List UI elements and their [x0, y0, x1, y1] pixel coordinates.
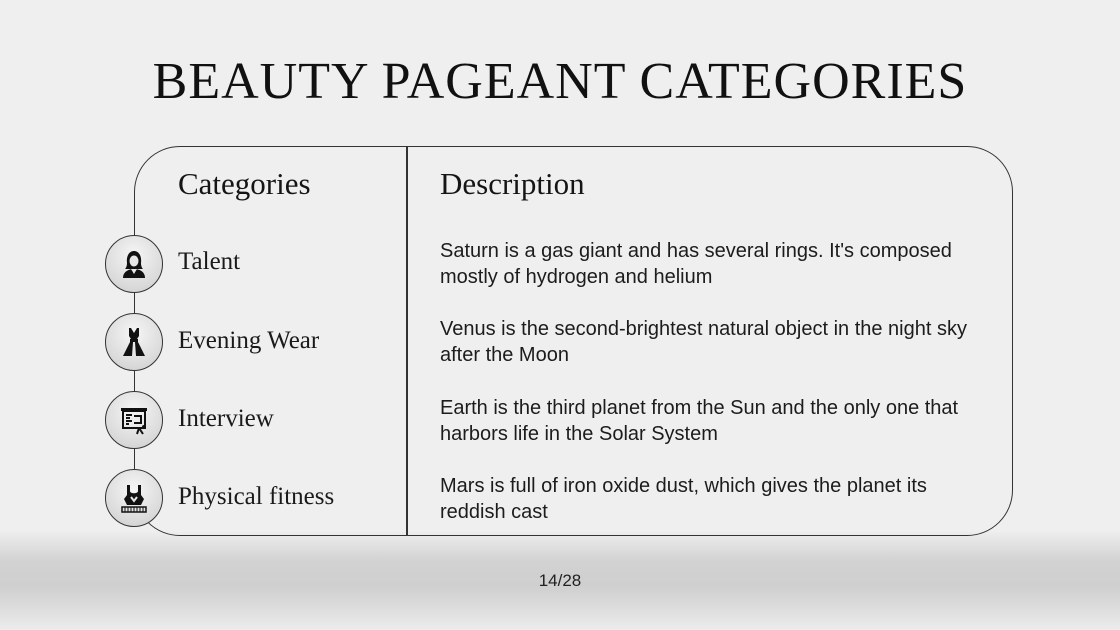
woman-avatar-icon	[105, 235, 163, 293]
dress-icon	[105, 313, 163, 371]
category-description: Mars is full of iron oxide dust, which gives the planet its reddish cast	[440, 475, 927, 523]
swimsuit-icon	[105, 469, 163, 527]
page-indicator: 14/28	[538, 571, 582, 590]
description-header: Description	[440, 166, 585, 201]
presentation-board-icon	[105, 391, 163, 449]
category-description: Saturn is a gas giant and has several rings. It's composed mostly of hydrogen and helium	[440, 240, 952, 288]
categories-header: Categories	[178, 166, 311, 201]
category-label: Physical fitness	[178, 483, 335, 510]
category-description: Earth is the third planet from the Sun and the only one that harbors life in the Solar System	[440, 397, 959, 445]
slide-title: BEAUTY PAGEANT CATEGORIES	[152, 53, 968, 110]
category-label: Talent	[178, 248, 241, 275]
category-label: Evening Wear	[178, 327, 320, 354]
category-description: Venus is the second-brightest natural object in the night sky after the Moon	[440, 318, 967, 366]
category-label: Interview	[178, 405, 274, 432]
column-divider	[406, 146, 408, 536]
